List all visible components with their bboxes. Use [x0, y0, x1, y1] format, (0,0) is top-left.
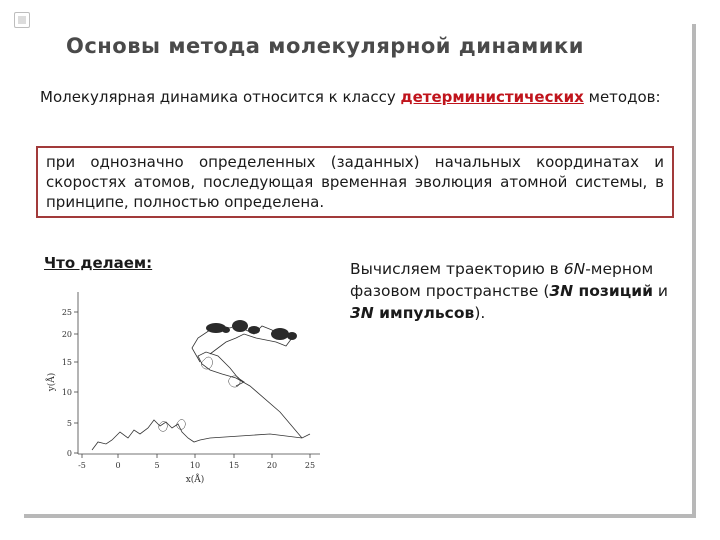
- definition-box: при однозначно определенных (заданных) начальных координатах и скоростях атомов, последующая временная эволюция атомной системы, в принципе, полностью определена.: [36, 146, 674, 218]
- what-we-do-label: Что делаем:: [44, 254, 153, 272]
- desc-and: и: [653, 282, 669, 300]
- y-tick-label: 15: [61, 358, 72, 367]
- x-axis-label: x(Å): [185, 475, 205, 485]
- intro-paragraph: [40, 87, 690, 108]
- slide-title: Основы метода молекулярной динамики: [66, 34, 584, 58]
- corner-decoration-icon: [14, 12, 30, 28]
- intro-text-before: Молекулярная динамика относится к классу: [40, 88, 401, 106]
- desc-3n-momenta: 3N: [350, 304, 374, 322]
- intro-highlight: детерминистических: [400, 88, 584, 106]
- x-tick-label: -5: [78, 461, 86, 470]
- x-tick-label: 15: [228, 461, 240, 470]
- desc-positions: позиций: [573, 282, 653, 300]
- trajectory-scribbles: [159, 357, 240, 431]
- y-axis-label: y(Å): [47, 372, 57, 392]
- x-tick-label: 0: [115, 461, 121, 470]
- trajectory-clusters: [206, 320, 297, 340]
- plot-axes: [74, 292, 320, 458]
- trajectory-path: [92, 324, 310, 450]
- x-tick-label: 5: [154, 461, 160, 470]
- x-tick-label: 10: [189, 461, 201, 470]
- x-tick-label: 20: [266, 461, 278, 470]
- trajectory-description: [350, 258, 680, 324]
- desc-end: ).: [474, 304, 486, 322]
- y-tick-label: 5: [66, 419, 72, 428]
- y-tick-label: 10: [61, 388, 72, 397]
- trajectory-plot: [40, 282, 330, 492]
- desc-6n: 6N: [563, 260, 586, 278]
- intro-text-after: методов:: [583, 88, 661, 106]
- x-tick-label: 25: [304, 461, 316, 470]
- y-tick-labels: [62, 308, 72, 458]
- y-tick-label: 0: [66, 449, 72, 458]
- desc-part: Вычисляем траекторию в: [350, 260, 564, 278]
- y-tick-label: 25: [61, 308, 72, 317]
- desc-momenta: импульсов: [373, 304, 475, 322]
- desc-3n-positions: 3N: [549, 282, 574, 300]
- x-tick-labels: [78, 461, 315, 470]
- y-tick-label: 20: [61, 330, 72, 339]
- desc-part: -мерном фазовом пространстве (: [350, 260, 654, 300]
